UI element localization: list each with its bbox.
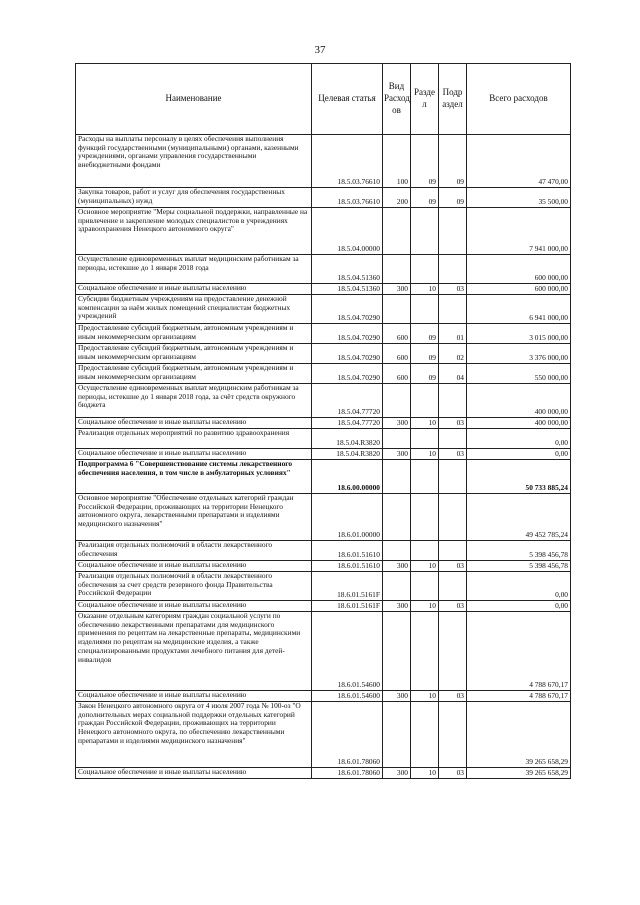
row-podrazdel: 03 <box>439 418 467 429</box>
row-vid: 200 <box>383 188 411 208</box>
row-name: Основное мероприятие "Меры социальной поддержки, направленные на привлечение и закрепление молодых специалистов в учреждениях здравоохранения Ненецкого автономного округа" <box>76 208 312 255</box>
row-vid: 600 <box>383 324 411 344</box>
header-code: Целевая статья <box>312 64 383 135</box>
row-total: 49 452 785,24 <box>467 494 571 541</box>
row-total: 400 000,00 <box>467 418 571 429</box>
row-vid: 300 <box>383 691 411 702</box>
row-vid <box>383 460 411 494</box>
row-vid: 600 <box>383 364 411 384</box>
row-vid <box>383 255 411 284</box>
row-code: 18.5.04.R3820 <box>312 449 383 460</box>
row-code: 18.5.03.76610 <box>312 135 383 188</box>
row-code: 18.5.04.77720 <box>312 418 383 429</box>
row-podrazdel: 09 <box>439 188 467 208</box>
table-row <box>76 364 571 384</box>
row-podrazdel: 03 <box>439 284 467 295</box>
row-code: 18.6.01.78060 <box>312 702 383 768</box>
row-vid <box>383 612 411 691</box>
row-total: 7 941 000,00 <box>467 208 571 255</box>
table-row <box>76 418 571 429</box>
table-row <box>76 295 571 324</box>
row-name: Осуществление единовременных выплат медицинским работникам за периоды, истекшие до 1 января 2018 года, за счёт средств окружного бюджета <box>76 384 312 418</box>
row-vid: 600 <box>383 344 411 364</box>
row-razdel: 09 <box>411 324 439 344</box>
row-name: Социальное обеспечение и иные выплаты населению <box>76 691 312 702</box>
row-code: 18.5.04.R3820 <box>312 429 383 449</box>
row-razdel: 10 <box>411 449 439 460</box>
row-podrazdel <box>439 460 467 494</box>
row-razdel <box>411 612 439 691</box>
row-total: 0,00 <box>467 601 571 612</box>
row-razdel: 09 <box>411 135 439 188</box>
row-vid <box>383 494 411 541</box>
row-name: Предоставление субсидий бюджетным, автономным учреждениям и иным некоммерческим организациям <box>76 344 312 364</box>
row-name: Оказание отдельным категориям граждан социальной услуги по обеспечению лекарственными препаратами для медицинского применения по рецептам на лекарственные препараты, медицинскими изделиями по рецептам на медицинские изделия, а также специализированными продуктами лечебного питания для детей-инвалидов <box>76 612 312 691</box>
row-vid <box>383 541 411 561</box>
table-row <box>76 541 571 561</box>
row-total: 3 376 000,00 <box>467 344 571 364</box>
row-total: 47 470,00 <box>467 135 571 188</box>
row-name: Расходы на выплаты персоналу в целях обеспечения выполнения функций государственными (муниципальными) органами, казенными учреждениями, органами управления государственными внебюджетными фондами <box>76 135 312 188</box>
row-code: 18.6.00.00000 <box>312 460 383 494</box>
row-name: Социальное обеспечение и иные выплаты населению <box>76 418 312 429</box>
row-razdel: 09 <box>411 188 439 208</box>
row-razdel: 10 <box>411 601 439 612</box>
row-code: 18.6.01.00000 <box>312 494 383 541</box>
row-total: 50 733 885,24 <box>467 460 571 494</box>
table-row <box>76 612 571 691</box>
row-podrazdel: 03 <box>439 691 467 702</box>
table-body <box>76 135 571 779</box>
table-row <box>76 572 571 601</box>
page-number: 37 <box>314 44 326 56</box>
row-name: Предоставление субсидий бюджетным, автономным учреждениям и иным некоммерческим организациям <box>76 324 312 344</box>
table-header-row <box>76 64 571 135</box>
row-podrazdel: 04 <box>439 364 467 384</box>
row-razdel <box>411 460 439 494</box>
row-razdel <box>411 295 439 324</box>
row-podrazdel <box>439 541 467 561</box>
row-name: Подпрограмма 6 "Совершенствование системы лекарственного обеспечения населения, в том числе в амбулаторных условиях" <box>76 460 312 494</box>
row-vid <box>383 702 411 768</box>
header-razdel: Разде л <box>411 64 439 135</box>
row-vid: 300 <box>383 418 411 429</box>
row-total: 600 000,00 <box>467 284 571 295</box>
row-total: 5 398 456,78 <box>467 541 571 561</box>
row-total: 550 000,00 <box>467 364 571 384</box>
row-code: 18.6.01.5161F <box>312 601 383 612</box>
row-podrazdel <box>439 612 467 691</box>
row-vid <box>383 384 411 418</box>
row-code: 18.6.01.78060 <box>312 768 383 779</box>
row-name: Закупка товаров, работ и услуг для обеспечения государственных (муниципальных) нужд <box>76 188 312 208</box>
row-name: Реализация отдельных мероприятий по развитию здравоохранения <box>76 429 312 449</box>
table-row <box>76 449 571 460</box>
row-vid <box>383 429 411 449</box>
row-razdel <box>411 429 439 449</box>
row-code: 18.5.04.51360 <box>312 255 383 284</box>
row-name: Реализация отдельных полномочий в области лекарственного обеспечения за счет средств резервного фонда Правительства Российской Федерации <box>76 572 312 601</box>
row-total: 39 265 658,29 <box>467 768 571 779</box>
row-name: Реализация отдельных полномочий в области лекарственного обеспечения <box>76 541 312 561</box>
table-row <box>76 255 571 284</box>
row-podrazdel <box>439 702 467 768</box>
row-vid: 300 <box>383 768 411 779</box>
row-code: 18.5.03.76610 <box>312 188 383 208</box>
row-code: 18.6.01.51610 <box>312 561 383 572</box>
row-total: 600 000,00 <box>467 255 571 284</box>
table-row <box>76 384 571 418</box>
table-row <box>76 460 571 494</box>
row-podrazdel <box>439 429 467 449</box>
header-vid: Вид Расход ов <box>383 64 411 135</box>
row-podrazdel <box>439 208 467 255</box>
row-code: 18.6.01.51610 <box>312 541 383 561</box>
header-name: Наименование <box>76 64 312 135</box>
row-code: 18.5.04.70290 <box>312 324 383 344</box>
row-total: 5 398 456,78 <box>467 561 571 572</box>
row-name: Основное мероприятие "Обеспечение отдельных категорий граждан Российской Федерации, проживающих на территории Ненецкого автономного округа, лекарственными препаратами и изделиями медицинского назначения" <box>76 494 312 541</box>
row-name: Социальное обеспечение и иные выплаты населению <box>76 768 312 779</box>
row-code: 18.5.04.77720 <box>312 384 383 418</box>
table-row <box>76 768 571 779</box>
row-podrazdel: 03 <box>439 601 467 612</box>
row-podrazdel <box>439 572 467 601</box>
row-podrazdel <box>439 295 467 324</box>
row-podrazdel: 03 <box>439 768 467 779</box>
row-razdel: 10 <box>411 418 439 429</box>
row-razdel <box>411 541 439 561</box>
table-row <box>76 494 571 541</box>
row-code: 18.5.04.70290 <box>312 364 383 384</box>
row-razdel <box>411 255 439 284</box>
row-razdel <box>411 494 439 541</box>
row-name: Социальное обеспечение и иные выплаты населению <box>76 601 312 612</box>
row-podrazdel: 01 <box>439 324 467 344</box>
budget-table <box>75 63 571 779</box>
row-total: 39 265 658,29 <box>467 702 571 768</box>
table-row <box>76 561 571 572</box>
row-name: Осуществление единовременных выплат медицинским работникам за периоды, истекшие до 1 января 2018 года <box>76 255 312 284</box>
row-vid <box>383 208 411 255</box>
row-total: 6 941 000,00 <box>467 295 571 324</box>
row-code: 18.5.04.51360 <box>312 284 383 295</box>
table-row <box>76 135 571 188</box>
row-vid: 100 <box>383 135 411 188</box>
row-razdel: 10 <box>411 284 439 295</box>
table-row <box>76 188 571 208</box>
header-total: Всего расходов <box>467 64 571 135</box>
row-razdel <box>411 208 439 255</box>
row-razdel: 09 <box>411 344 439 364</box>
row-code: 18.6.01.5161F <box>312 572 383 601</box>
row-razdel: 10 <box>411 768 439 779</box>
row-name: Закон Ненецкого автономного округа от 4 июля 2007 года № 100-оз "О дополнительных мерах социальной поддержки отдельных категорий граждан Российской Федерации, проживающих на территории Ненецкого автономного округа, по обеспечению лекарственными препаратами и изделиями медицинского назначения" <box>76 702 312 768</box>
row-name: Субсидии бюджетным учреждениям на предоставление денежной компенсации за наём жилых помещений специалистам бюджетных учреждений <box>76 295 312 324</box>
table-row <box>76 429 571 449</box>
row-podrazdel <box>439 494 467 541</box>
row-name: Социальное обеспечение и иные выплаты населению <box>76 449 312 460</box>
row-total: 4 788 670,17 <box>467 612 571 691</box>
row-code: 18.5.04.70290 <box>312 344 383 364</box>
row-name: Предоставление субсидий бюджетным, автономным учреждениям и иным некоммерческим организациям <box>76 364 312 384</box>
row-podrazdel: 02 <box>439 344 467 364</box>
row-vid: 300 <box>383 284 411 295</box>
table-row <box>76 324 571 344</box>
header-podrazdel: Подр аздел <box>439 64 467 135</box>
row-podrazdel: 09 <box>439 135 467 188</box>
row-code: 18.6.01.54600 <box>312 612 383 691</box>
row-vid: 300 <box>383 449 411 460</box>
row-total: 0,00 <box>467 572 571 601</box>
row-razdel <box>411 384 439 418</box>
row-code: 18.5.04.00000 <box>312 208 383 255</box>
table-row <box>76 691 571 702</box>
table-row <box>76 344 571 364</box>
row-podrazdel <box>439 255 467 284</box>
row-vid: 300 <box>383 561 411 572</box>
row-name: Социальное обеспечение и иные выплаты населению <box>76 561 312 572</box>
row-vid <box>383 572 411 601</box>
row-razdel <box>411 572 439 601</box>
row-code: 18.6.01.54600 <box>312 691 383 702</box>
row-razdel: 10 <box>411 691 439 702</box>
row-podrazdel <box>439 384 467 418</box>
table-row <box>76 208 571 255</box>
table-row <box>76 702 571 768</box>
table-row <box>76 284 571 295</box>
row-total: 4 788 670,17 <box>467 691 571 702</box>
row-razdel <box>411 702 439 768</box>
row-total: 3 015 000,00 <box>467 324 571 344</box>
row-vid: 300 <box>383 601 411 612</box>
row-razdel: 10 <box>411 561 439 572</box>
row-total: 400 000,00 <box>467 384 571 418</box>
row-razdel: 09 <box>411 364 439 384</box>
row-podrazdel: 03 <box>439 449 467 460</box>
row-total: 0,00 <box>467 449 571 460</box>
row-total: 0,00 <box>467 429 571 449</box>
row-name: Социальное обеспечение и иные выплаты населению <box>76 284 312 295</box>
row-podrazdel: 03 <box>439 561 467 572</box>
row-code: 18.5.04.70290 <box>312 295 383 324</box>
table-row <box>76 601 571 612</box>
row-total: 35 500,00 <box>467 188 571 208</box>
row-vid <box>383 295 411 324</box>
